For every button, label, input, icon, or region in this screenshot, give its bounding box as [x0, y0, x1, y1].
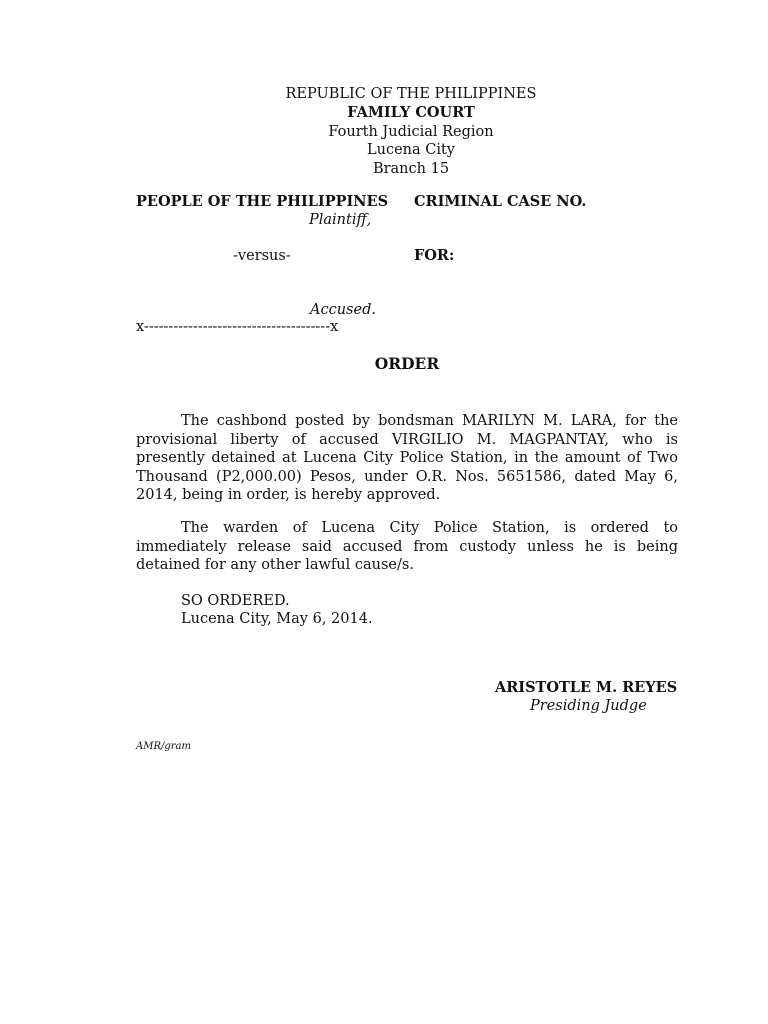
signatory-title: Presiding Judge	[530, 698, 647, 714]
reference-initials: AMR/gram	[136, 741, 191, 752]
court-city: Lucena City	[366, 142, 455, 159]
order-title: ORDER	[374, 354, 440, 373]
plaintiff-role: Plaintiff,	[309, 212, 372, 228]
order-paragraph-2: The warden of Lucena City Police Station, is ordered to immediately release said accused from custody unless he is being detained for any other lawful cause/s.	[136, 520, 678, 573]
accused-role: Accused.	[310, 302, 376, 318]
so-ordered: SO ORDERED.	[181, 593, 290, 609]
order-paragraph-1: The cashbond posted by bondsman MARILYN M. LARA, for the provisional liberty of accused VIRGILIO M. MAGPANTAY, who is presently detained at Lucena City Police Station, in the amount of Two Thousand (P2,000.00) Pesos, under O.R. Nos. 5651586, dated May 6, 2014, being in order, is hereby approved.	[136, 413, 678, 503]
signatory-name: ARISTOTLE M. REYES	[495, 679, 678, 696]
caption-separator: x--------------------------------------x	[136, 319, 339, 335]
place-and-date: Lucena City, May 6, 2014.	[181, 611, 373, 627]
republic-line: REPUBLIC OF THE PHILIPPINES	[285, 86, 537, 102]
court-name: FAMILY COURT	[347, 103, 475, 121]
versus-label: -versus-	[233, 248, 291, 264]
plaintiff-name: PEOPLE OF THE PHILIPPINES	[136, 193, 389, 210]
court-header	[0, 85, 768, 179]
court-branch: Branch 15	[372, 161, 450, 178]
for-label: FOR:	[414, 247, 455, 264]
criminal-case-no-label: CRIMINAL CASE NO.	[414, 193, 587, 210]
judicial-region: Fourth Judicial Region	[328, 123, 494, 140]
